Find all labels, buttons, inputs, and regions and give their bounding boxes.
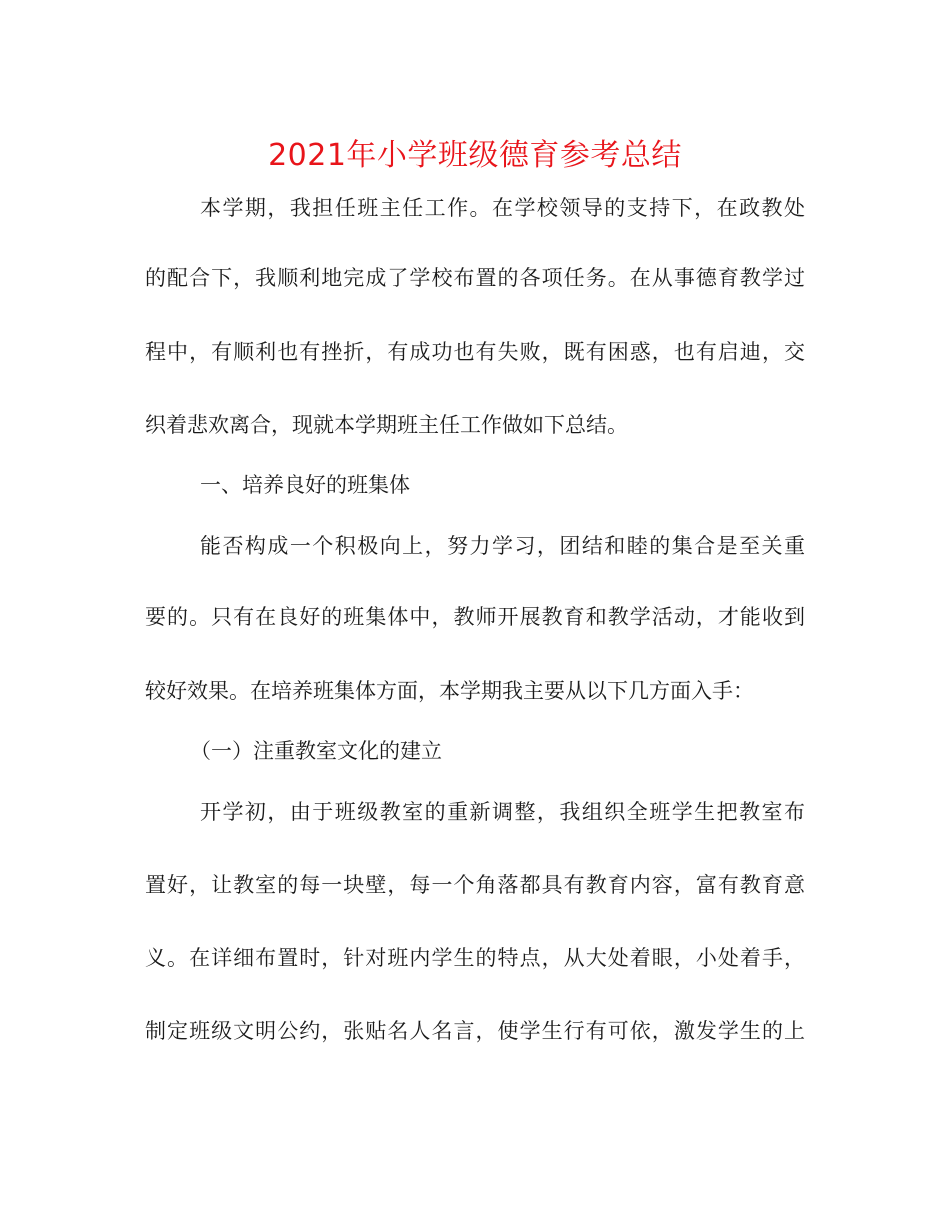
paragraph-line: 义。在详细布置时，针对班内学生的特点，从大处着眼，小处着手， <box>145 946 805 970</box>
paragraph-line: 开学初，由于班级教室的重新调整，我组织全班学生把教室布 <box>200 800 805 824</box>
paragraph-line: 织着悲欢离合，现就本学期班主任工作做如下总结。 <box>145 413 628 437</box>
paragraph-line: 较好效果。在培养班集体方面，本学期我主要从以下几方面入手： <box>145 679 754 703</box>
paragraph-line: 要的。只有在良好的班集体中，教师开展教育和教学活动，才能收到 <box>145 605 805 629</box>
paragraph-line: 的配合下，我顺利地完成了学校布置的各项任务。在从事德育教学过 <box>145 266 805 290</box>
paragraph-line: 制定班级文明公约，张贴名人名言，使学生行有可依，激发学生的上 <box>145 1019 805 1043</box>
subsection-heading: （一）注重教室文化的建立 <box>190 739 442 763</box>
paragraph-line: 程中，有顺利也有挫折，有成功也有失败，既有困惑，也有启迪，交 <box>145 340 805 364</box>
paragraph-line: 能否构成一个积极向上，努力学习，团结和睦的集合是至关重 <box>200 534 805 558</box>
paragraph-line: 本学期，我担任班主任工作。在学校领导的支持下，在政教处 <box>200 196 805 220</box>
document-title: 2021年小学班级德育参考总结 <box>268 138 682 173</box>
section-heading: 一、培养良好的班集体 <box>200 473 410 497</box>
paragraph-line: 置好，让教室的每一块壁，每一个角落都具有教育内容，富有教育意 <box>145 873 805 897</box>
